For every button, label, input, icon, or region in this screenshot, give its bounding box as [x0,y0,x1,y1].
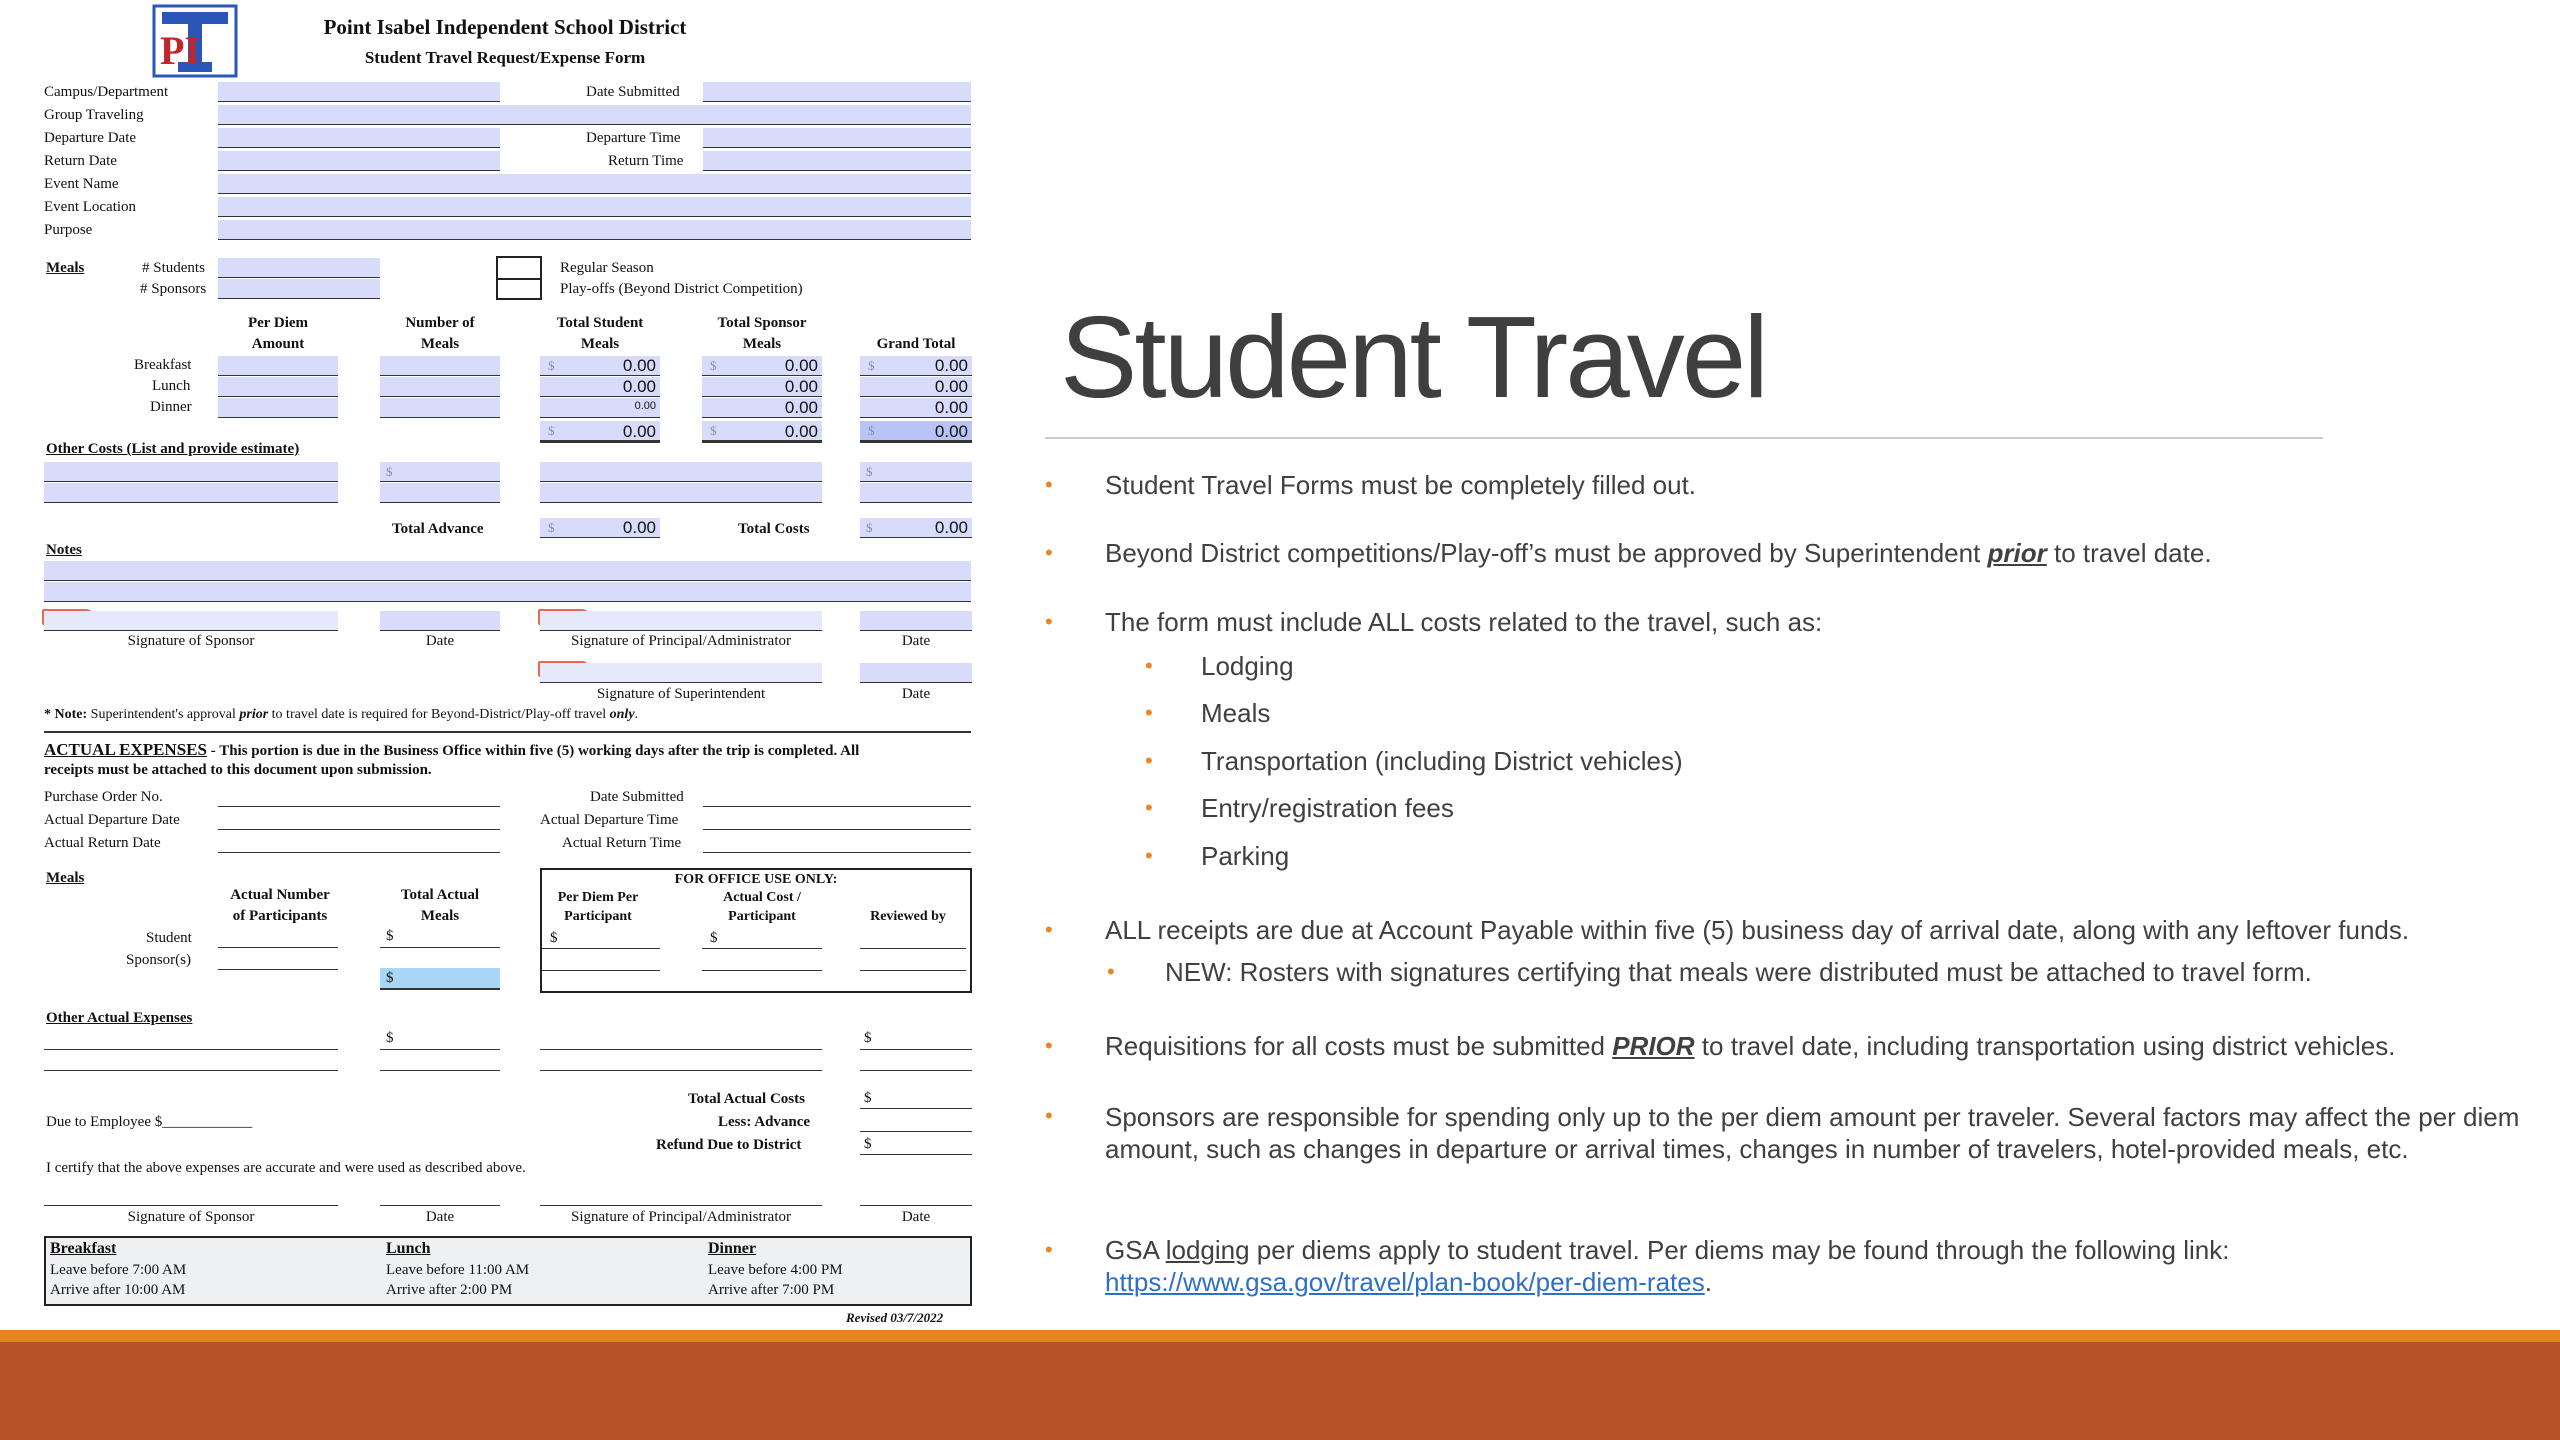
other-cost-desc-4[interactable] [540,483,822,503]
total-advance-value: 0.00 [622,518,656,537]
reviewed-by-header: Reviewed by [870,909,946,924]
student-total-value: 0.00 [622,422,656,441]
other-actual-line[interactable] [44,1049,338,1050]
cost-participant-header-1: Actual Cost / [723,890,801,905]
bullet-dot-icon: • [1145,700,1153,725]
student-label: Student [146,930,192,946]
group-field[interactable] [218,105,971,125]
date-submitted-label: Date Submitted [586,84,680,100]
sub-bullet-text: Parking [1201,841,1290,871]
number-meals-header-2: Meals [420,336,460,352]
final-sponsor-date-line[interactable] [380,1205,500,1206]
district-logo-icon [152,4,238,78]
less-advance-label: Less: Advance [718,1114,811,1130]
per-diem-header-2: Amount [251,336,305,352]
dollar-sign: $ [386,928,394,944]
superintendent-date-field[interactable] [860,663,972,683]
cost-participant-header-2: Participant [728,909,796,924]
return-time-field[interactable] [703,151,971,171]
principal-date-field[interactable] [860,611,972,631]
bullet-dot-icon: • [1045,540,1053,565]
final-sponsor-signature-line[interactable] [44,1205,338,1206]
date-caption: Date [901,686,931,702]
sub-bullet-text: Transportation (including District vehicles) [1201,746,1683,776]
bullet-dot-icon: • [1045,1103,1053,1128]
logo-text: PI [160,28,200,73]
dollar-sign: $ [710,423,717,438]
grand-breakfast-value: 0.00 [934,356,968,375]
regular-season-label: Regular Season [560,260,654,276]
office-use-box [540,868,972,993]
breakfast-label: Breakfast [134,357,192,373]
actual-return-date-line[interactable] [218,852,500,853]
dollar-sign: $ [866,520,873,535]
sponsor-meals-actual-field[interactable] [380,968,500,990]
office-use-heading: FOR OFFICE USE ONLY: [674,872,838,887]
grand-dinner-value: 0.00 [934,398,968,417]
bullet-text [1105,1235,2229,1266]
bullet-text-after: to travel date, including transportation using district vehicles. [1694,1031,2396,1061]
other-actual-amt-line[interactable] [380,1049,500,1050]
form-title: Student Travel Request/Expense Form [364,48,646,67]
total-costs-label: Total Costs [738,521,810,537]
bullet-dot-icon: • [1045,917,1053,942]
office-perdiem-line-1[interactable] [542,948,660,949]
bullet-text-before: Requisitions for all costs must be submitted [1105,1031,1613,1061]
principal-signature-caption: Signature of Principal/Administrator [571,633,791,649]
other-cost-amt-2[interactable] [380,483,500,503]
per-diem-header-1: Per Diem [247,315,309,331]
other-cost-amt-3[interactable] [860,462,972,482]
actual-departure-time-label: Actual Departure Time [540,812,679,828]
bullet-text: Student Travel Forms must be completely filled out. [1105,470,1697,500]
sponsor-signature-caption: Signature of Sponsor [127,633,255,649]
bullet-text-after: per diems apply to student travel. Per diems may be found through the following link: [1249,1235,2230,1265]
dollar-sign: $ [864,1030,872,1046]
note-prior: prior [239,707,269,722]
return-time-label: Return Time [608,153,684,169]
date-caption: Date [901,1209,931,1225]
office-reviewed-line-2[interactable] [860,970,966,971]
actual-date-submitted-label: Date Submitted [590,789,684,805]
event-location-field[interactable] [218,197,971,217]
total-actual-costs-line[interactable] [860,1108,972,1109]
event-name-field[interactable] [218,174,971,194]
dollar-sign: $ [548,520,555,535]
dollar-sign: $ [868,358,875,373]
bullet-text: Sponsors are responsible for spending only up to the per diem amount per traveler. Several factors may affect the per diem amount, such as changes in departure or arrival times, changes in number of travelers, hotel-provided meals, etc. [1105,1102,2520,1164]
actual-expenses-desc-2: receipts must be attached to this document upon submission. [44,762,432,778]
dollar-sign: $ [548,423,555,438]
sub-bullet-text: Entry/registration fees [1201,793,1454,823]
meal-timing-legend [44,1236,972,1306]
other-actual-heading: Other Actual Expenses [46,1010,193,1026]
date-caption: Date [425,633,455,649]
notes-line-2[interactable] [44,582,971,602]
final-principal-signature-line[interactable] [540,1205,822,1206]
dollar-sign: $ [386,464,393,479]
campus-field[interactable] [218,82,500,102]
departure-date-label: Departure Date [44,130,137,146]
bullet-dot-icon: • [1145,843,1153,868]
other-actual-line[interactable] [44,1070,338,1071]
district-name: Point Isabel Independent School District [323,15,687,39]
participants-header-2: of Participants [232,908,328,924]
event-location-label: Event Location [44,199,137,215]
dinner-label: Dinner [150,399,192,415]
other-actual-amt-line[interactable] [380,1070,500,1071]
actual-expenses-intro [44,740,859,760]
actual-departure-date-label: Actual Departure Date [44,812,180,828]
superintendent-signature-caption: Signature of Superintendent [596,686,766,702]
certify-statement: I certify that the above expenses are accurate and were used as described above. [46,1160,526,1176]
dollar-sign: $ [550,930,558,946]
bullet-dot-icon: • [1145,795,1153,820]
dollar-sign: $ [386,970,394,986]
legend-dinner-1: Leave before 4:00 PM [708,1262,843,1278]
legend-breakfast-1: Leave before 7:00 AM [50,1262,187,1278]
dollar-sign: $ [864,1136,872,1152]
title-divider [1045,437,2323,439]
departure-time-label: Departure Time [586,130,681,146]
date-submitted-field[interactable] [703,82,971,102]
event-name-label: Event Name [44,176,119,192]
actual-expenses-heading: ACTUAL EXPENSES [44,740,207,759]
student-meals-line[interactable] [380,947,500,948]
legend-lunch-2: Arrive after 2:00 PM [386,1282,513,1298]
actual-return-time-line[interactable] [703,852,971,853]
slide-title: Student Travel [1060,292,1766,422]
sponsor-participants-line[interactable] [218,969,338,970]
actual-expenses-desc-1: - This portion is due in the Business Office within five (5) working days after the trip is completed. All [206,743,860,759]
note-end: . [634,707,639,722]
dollar-sign: $ [710,930,718,946]
perdiem-participant-header-2: Participant [564,909,632,924]
superintendent-signature-field[interactable] [540,663,822,683]
student-breakfast-value: 0.00 [622,356,656,375]
sponsor-date-field[interactable] [380,611,500,631]
sponsor-signature-field[interactable] [44,611,338,631]
gsa-per-diem-link[interactable]: https://www.gsa.gov/travel/plan-book/per-diem-rates [1105,1267,1705,1297]
departure-date-field[interactable] [218,128,500,148]
student-participants-line[interactable] [218,947,338,948]
bullet-text: ALL receipts are due at Account Payable within five (5) business day of arrival date, along with any leftover funds. [1105,915,2410,945]
bullet-dot-icon: • [1045,609,1053,634]
other-actual-line[interactable] [540,1070,822,1071]
actual-return-time-label: Actual Return Time [562,835,682,851]
bullet-dot-icon: • [1145,653,1153,678]
number-lunch[interactable] [380,377,500,397]
dollar-sign: $ [548,358,555,373]
refund-line[interactable] [860,1154,972,1155]
footer-accent-line [0,1330,2560,1342]
notes-heading: Notes [46,542,82,558]
actual-date-submitted-line[interactable] [703,806,971,807]
bullet-emphasis-prior: prior [1987,538,2047,568]
final-sponsor-caption: Signature of Sponsor [127,1209,255,1225]
per-diem-dinner[interactable] [218,398,338,418]
sponsor-dinner-value: 0.00 [784,398,818,417]
per-diem-lunch[interactable] [218,377,338,397]
total-meals-header-2: Meals [420,908,460,924]
due-to-employee: Due to Employee $____________ [46,1114,253,1130]
note-lead: * Note: [44,707,88,722]
total-costs-value: 0.00 [934,518,968,537]
actual-departure-time-line[interactable] [703,829,971,830]
principal-signature-field[interactable] [540,611,822,631]
date-caption: Date [425,1209,455,1225]
per-diem-breakfast[interactable] [218,356,338,376]
office-cost-line-2[interactable] [702,970,822,971]
dollar-sign: $ [386,1030,394,1046]
student-meals-header-1: Total Student [556,315,644,331]
final-principal-date-line[interactable] [860,1205,972,1206]
sub-bullet-text: Lodging [1201,651,1294,681]
bullet-dot-icon: • [1045,472,1053,497]
lodging-word: lodging [1165,1235,1250,1265]
legend-lunch: Lunch [386,1240,431,1257]
actual-return-date-label: Actual Return Date [44,835,161,851]
bullet-text [1105,1031,2395,1062]
link-suffix: . [1704,1267,1712,1297]
sponsor-meals-header-1: Total Sponsor [717,315,807,331]
number-dinner[interactable] [380,398,500,418]
final-principal-caption: Signature of Principal/Administrator [571,1209,791,1225]
note-text-1: Superintendent's approval [87,707,240,722]
return-date-label: Return Date [44,153,117,169]
other-cost-amt-4[interactable] [860,483,972,503]
po-label: Purchase Order No. [44,789,163,805]
other-costs-heading: Other Costs (List and provide estimate) [46,441,300,457]
bullet-dot-icon: • [1045,1033,1053,1058]
students-field[interactable] [218,258,380,278]
total-advance-label: Total Advance [392,521,484,537]
actual-departure-date-line[interactable] [218,829,500,830]
legend-lunch-1: Leave before 11:00 AM [386,1262,530,1278]
playoffs-label: Play-offs (Beyond District Competition) [560,281,803,297]
group-label: Group Traveling [44,107,144,123]
campus-label: Campus/Department [44,84,169,100]
other-cost-amt-1[interactable] [380,462,500,482]
student-dinner-value: 0.00 [634,400,656,412]
dollar-sign: $ [866,464,873,479]
office-perdiem-line-2[interactable] [542,970,660,971]
sub-bullet-text: NEW: Rosters with signatures certifying that meals were distributed must be attached to travel form. [1165,957,2312,987]
less-advance-line[interactable] [860,1131,972,1132]
perdiem-participant-header-1: Per Diem Per [557,890,639,905]
dollar-sign: $ [868,423,875,438]
bullet-text-before: GSA [1105,1235,1166,1265]
legend-breakfast: Breakfast [50,1240,117,1257]
grand-lunch-value: 0.00 [934,377,968,396]
sponsor-total-value: 0.00 [784,422,818,441]
student-meals-header-2: Meals [580,336,620,352]
sponsors-label: # Sponsors [140,281,207,297]
bullet-dot-icon: • [1145,748,1153,773]
total-actual-costs-label: Total Actual Costs [688,1091,805,1107]
sponsors-field[interactable] [218,279,380,299]
dollar-sign: $ [710,358,717,373]
bullet-text-before: Beyond District competitions/Play-off’s must be approved by Superintendent [1105,538,1988,568]
meals-heading: Meals [46,260,85,276]
bullet-text [1105,538,2212,569]
bullet-text: The form must include ALL costs related to the travel, such as: [1105,607,1823,637]
note-only: only [609,707,635,722]
sponsor-breakfast-value: 0.00 [784,356,818,375]
bullet-text-after: to travel date. [2046,538,2212,568]
return-date-field[interactable] [218,151,500,171]
grand-total-value: 0.00 [934,422,968,441]
student-lunch-value: 0.00 [622,377,656,396]
season-checkboxes[interactable] [496,256,542,300]
students-label: # Students [142,260,205,276]
office-reviewed-line-1[interactable] [860,948,966,949]
notes-line-1[interactable] [44,561,971,581]
other-cost-desc-2[interactable] [44,483,338,503]
footer-band [0,1342,2560,1440]
note-text-2: to travel date is required for Beyond-District/Play-off travel [268,707,610,722]
link-line [1105,1267,1712,1298]
bullet-emphasis-prior-caps: PRIOR [1612,1031,1695,1061]
other-actual-line[interactable] [540,1049,822,1050]
legend-dinner: Dinner [708,1240,756,1257]
sponsor-lunch-value: 0.00 [784,377,818,396]
po-line[interactable] [218,806,500,807]
grand-total-header: Grand Total [876,336,956,352]
other-cost-desc-3[interactable] [540,462,822,482]
number-meals-header-1: Number of [405,315,475,331]
approval-note [44,707,638,723]
purpose-label: Purpose [44,222,93,238]
lunch-label: Lunch [152,378,191,394]
total-meals-header-1: Total Actual [400,887,480,903]
departure-time-field[interactable] [703,128,971,148]
date-caption: Date [901,633,931,649]
other-cost-desc-1[interactable] [44,462,338,482]
dollar-sign: $ [864,1090,872,1106]
refund-label: Refund Due to District [656,1137,802,1153]
travel-form-image [0,0,1000,1335]
sub-bullet-text: Meals [1201,698,1271,728]
sponsors-actual-label: Sponsor(s) [126,952,192,968]
other-actual-amt-line[interactable] [860,1070,972,1071]
other-actual-amt-line[interactable] [860,1049,972,1050]
sponsor-meals-header-2: Meals [742,336,782,352]
bullet-dot-icon: • [1045,1237,1053,1262]
section-divider [44,731,971,733]
actual-meals-heading: Meals [46,870,85,886]
bullet-dot-icon: • [1107,959,1115,984]
revised-date: Revised 03/7/2022 [846,1310,944,1325]
purpose-field[interactable] [218,220,971,240]
legend-dinner-2: Arrive after 7:00 PM [708,1282,835,1298]
participants-header-1: Actual Number [230,887,330,903]
office-cost-line-1[interactable] [702,948,822,949]
number-breakfast[interactable] [380,356,500,376]
legend-breakfast-2: Arrive after 10:00 AM [50,1282,186,1298]
